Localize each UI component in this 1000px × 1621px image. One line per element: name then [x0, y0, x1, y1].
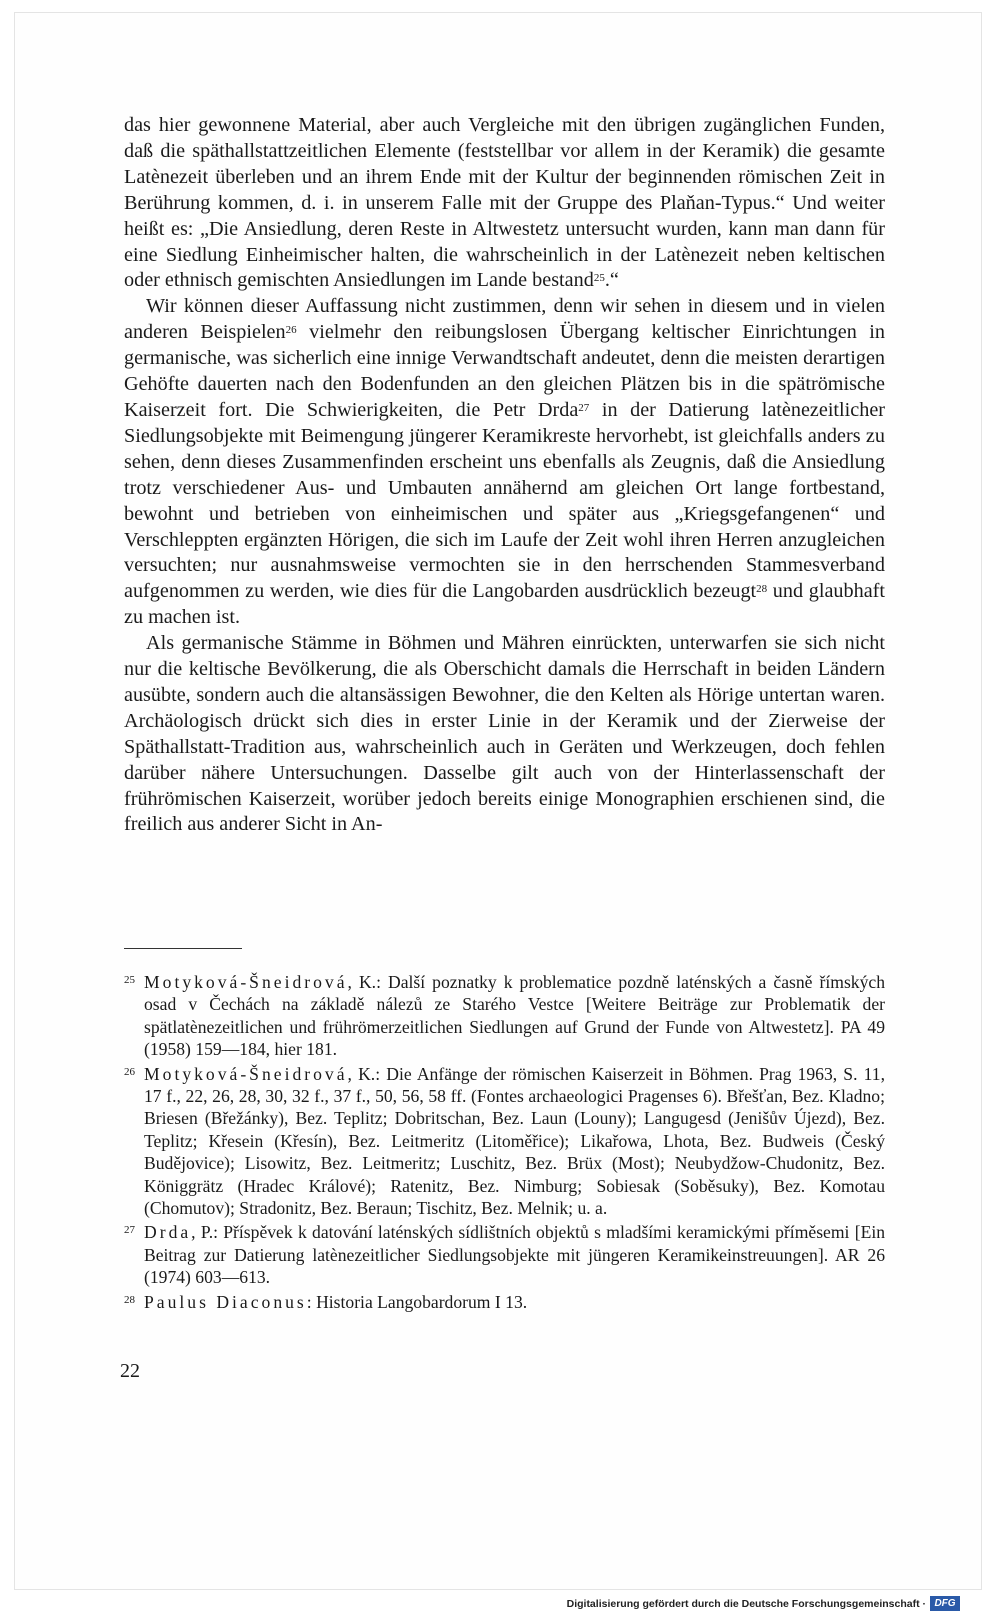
paragraph-2-text-c: in der Datierung latènezeitlicher Siedlungsobjekte mit Beimengung jüngerer Keramikreste hervorhebt, ist gleichfalls anders zu sehen, denn dieses Zusammenfinden erscheint uns ebenfalls als Zeugnis, daß die Ansiedlung trotz verschiedener Aus- und Umbauten annähernd am gleichen Ort lange fortbestand, bewohnt und betrieben von einheimischen und später aus „Kriegsgefangenen“ und Verschleppten ergänzten Hörigen, die sich im Laufe der Zeit wohl ihren Herren anzugleichen versuchten; nur ausnahmsweise vermochten sie in den herrschenden Stammesverband aufgenommen zu werden, wie dies für die Langobarden ausdrücklich bezeugt	[124, 398, 885, 603]
footnote-ref: 27	[578, 401, 590, 414]
main-text	[124, 113, 885, 838]
footnote-author: Paulus Diaconus	[144, 1291, 307, 1312]
footnote-text: , K.: Další poznatky k problematice pozdně laténských a časně římských osad v Čechách na základě nálezů ze Starého Vestce [Weitere Beiträge zur Problematik der spätlatènezeitlichen und frührömerzeitlichen Siedlungen auf Grund der Funde von Altwestetz]. PA 49 (1958) 159—184, hier 181.	[144, 972, 885, 1060]
paragraph-3: Als germanische Stämme in Böhmen und Mähren einrückten, unterwarfen sie sich nicht nur die keltische Bevölkerung, die als Oberschicht damals die Herrschaft in beiden Ländern ausübte, sondern auch die altansässigen Bewohner, die den Kelten als Hörige untertan waren. Archäologisch drückt sich dies in erster Linie in der Keramik und der Zierweise der Späthallstatt-Tradition aus, wahrscheinlich auch in Geräten und Werkzeugen, doch fehlen darüber nähere Untersuchungen. Dasselbe gilt auch von der Hinterlassenschaft der frührömischen Kaiserzeit, worüber jedoch bereits einige Monographien erschienen sind, die freilich aus anderer Sicht in An-	[124, 632, 885, 836]
footnote-number: 25	[124, 974, 135, 986]
footnote-author: Drda	[144, 1222, 192, 1243]
footnote-ref: 25	[593, 272, 605, 285]
footnote-text: : Historia Langobardorum I 13.	[306, 1291, 528, 1312]
footnotes	[124, 971, 885, 1315]
paragraph-2-text-d: und glaubhaft zu machen ist.	[124, 580, 885, 629]
footnote-26	[124, 1063, 885, 1220]
footnote-author: Motyková-Šneidrová	[144, 972, 348, 992]
paragraph-2	[124, 294, 885, 631]
paragraph-1-text: das hier gewonnene Material, aber auch Vergleiche mit den übrigen zugänglichen Funden, daß die späthallstattzeitlichen Elemente (feststellbar vor allem in der Keramik) die gesamte Latènezeit überleben und an ihrem Ende mit der Kultur der beginnenden römischen Zeit in Berührung kommen, d. i. in unserem Falle mit der Gruppe des Plaňan-Typus.“ Und weiter heißt es: „Die Ansiedlung, deren Reste in Altwestetz untersucht wurden, kann man dann für eine Siedlung Einheimischer halten, die wahrscheinlich in der Latènezeit neben keltischen oder ethnisch gemischten Ansiedlungen im Lande bestand	[124, 114, 885, 292]
footnote-author: Motyková-Šneidrová	[144, 1063, 348, 1084]
digitization-credit: Digitalisierung gefördert durch die Deutsche Forschungsgemeinschaft ·	[566, 1598, 926, 1610]
footnote-25	[124, 971, 885, 1061]
footnote-number: 27	[124, 1224, 135, 1237]
page-number: 22	[120, 1360, 140, 1382]
footnote-number: 28	[124, 1293, 135, 1306]
paragraph-2-text-b: vielmehr den reibungslosen Übergang keltischer Einrichtungen in germanische, was sicherlich eine innige Verwandtschaft andeutet, denn die meisten derartigen Gehöfte dauerten nach den Bodenfunden an den gleichen Plätzen bis in die spätrömische Kaiserzeit fort. Die Schwierigkeiten, die Petr Drda	[124, 321, 885, 421]
footnote-text: , K.: Die Anfänge der römischen Kaiserzeit in Böhmen. Prag 1963, S. 11, 17 f., 22, 26, 28, 30, 32 f., 37 f., 50, 56, 58 ff. (Fontes archaeologici Pragenses 6). Břešťan, Bez. Kladno; Briesen (Břežánky), Bez. Teplitz; Dobritschan, Bez. Laun (Louny); Langugesd (Jenišův Újezd), Bez. Teplitz; Křesein (Křesín), Bez. Leitmeritz (Litoměřice); Likařowa, Lhota, Bez. Budweis (Český Budějovice); Lisowitz, Bez. Leitmeritz; Luschitz, Bez. Brüx (Most); Neubydžow-Chudonitz, Bez. Königgrätz (Hradec Králové); Ratenitz, Bez. Nimburg; Sobiesak (Soběsuky), Bez. Komotau (Chomutov); Stradonitz, Bez. Beraun; Tischitz, Bez. Melnik; u. a.	[144, 1063, 885, 1219]
footnote-text: , P.: Příspěvek k datování laténských sídlištních objektů s mladšími keramickými příměsemi [Ein Beitrag zur Datierung latènezeitlicher Siedlungsobjekte mit jüngeren Keramikeinstreuungen]. AR 26 (1974) 603—613.	[144, 1222, 885, 1288]
dfg-logo: DFG	[930, 1596, 960, 1611]
footnote-ref: 26	[285, 324, 297, 337]
paragraph-1	[124, 113, 885, 294]
paragraph-2-text-a: Wir können dieser Auffassung nicht zustimmen, denn wir sehen in diesem und in vielen anderen Beispielen	[124, 295, 885, 344]
footnote-27	[124, 1221, 885, 1288]
footnote-separator	[124, 948, 242, 949]
footnote-number: 26	[124, 1065, 135, 1078]
footnote-ref: 28	[756, 583, 768, 596]
paragraph-1-end: .“	[604, 269, 619, 292]
footnote-28	[124, 1291, 885, 1313]
